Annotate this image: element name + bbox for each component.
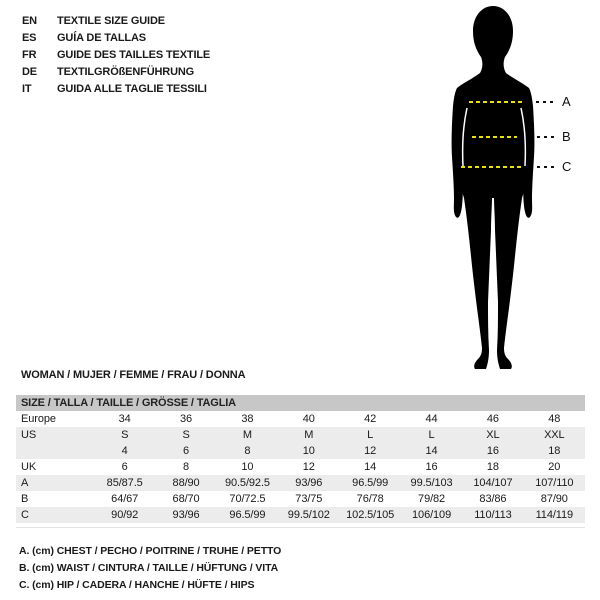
size-cell: 88/90 [172,477,200,489]
row-label: B [21,493,29,505]
size-cell: 8 [244,445,251,457]
size-cell: 40 [302,413,315,425]
size-cell: 36 [180,413,193,425]
size-cell: 114/119 [535,509,574,521]
size-cell: 46 [486,413,499,425]
size-cell: 12 [364,445,377,457]
size-cell: S [121,429,129,441]
row-label: UK [21,461,37,473]
size-cell: 99.5/102 [287,509,330,521]
table-row [16,475,585,491]
size-cell: 110/113 [474,509,512,521]
size-cell: 18 [486,461,499,473]
size-cell: M [304,429,314,441]
table-underline [16,527,585,528]
size-cell: 4 [121,445,128,457]
size-cell: 68/70 [172,493,200,505]
size-cell: 14 [425,445,438,457]
language-title: GUIDE DES TAILLES TEXTILE [57,49,211,61]
size-cell: 102.5/105 [346,509,395,521]
size-cell: 8 [183,461,190,473]
language-title: GUÍA DE TALLAS [57,32,146,44]
size-table-body [16,411,585,523]
size-cell: 90/92 [111,509,139,521]
language-code: ES [22,32,37,44]
row-label: C [21,509,29,521]
size-cell: 96.5/99 [229,509,266,521]
table-row [16,459,585,475]
measure-label-hip: C [562,159,572,174]
language-title: GUIDA ALLE TAGLIE TESSILI [57,83,207,95]
size-table [16,395,585,523]
size-cell: 34 [118,413,131,425]
size-table-header: SIZE / TALLA / TAILLE / GRÖSSE / TAGLIA [16,395,585,411]
table-row [16,427,585,443]
legend-item: C. (cm) HIP / CADERA / HANCHE / HÜFTE / HIPS [19,579,255,591]
size-cell: 10 [302,445,315,457]
size-cell: 16 [486,445,499,457]
size-cell: 12 [302,461,315,473]
woman-silhouette [452,6,535,369]
size-cell: 93/96 [295,477,323,489]
size-cell: L [428,429,435,441]
size-cell: 6 [121,461,128,473]
size-cell: 6 [183,445,190,457]
size-cell: 14 [364,461,377,473]
row-label: US [21,429,37,441]
size-cell: M [242,429,252,441]
size-cell: XL [486,429,500,441]
size-cell: S [182,429,190,441]
size-cell: 93/96 [172,509,200,521]
size-cell: 73/75 [295,493,323,505]
size-cell: 76/78 [356,493,384,505]
row-label: A [21,477,29,489]
measure-label-waist: B [562,129,571,144]
size-cell: L [367,429,374,441]
size-cell: 10 [241,461,254,473]
size-table-grid [16,411,585,523]
size-cell: 107/110 [535,477,574,489]
language-code: FR [22,49,37,61]
measure-label-chest: A [562,94,571,109]
size-cell: 96.5/99 [352,477,389,489]
language-title: TEXTILGRÖßENFÜHRUNG [57,66,195,78]
size-cell: 18 [548,445,561,457]
language-code: DE [22,66,37,78]
size-cell: 48 [548,413,561,425]
size-cell: 16 [425,461,438,473]
gender-heading: WOMAN / MUJER / FEMME / FRAU / DONNA [21,369,246,381]
table-row [16,491,585,507]
size-cell: 106/109 [412,509,452,521]
row-label: Europe [21,413,56,425]
legend-item: A. (cm) CHEST / PECHO / POITRINE / TRUHE / PETTO [19,545,282,557]
size-cell: 20 [548,461,561,473]
size-cell: XXL [544,429,565,441]
size-cell: 42 [364,413,377,425]
table-row [16,443,585,459]
size-cell: 83/86 [479,493,507,505]
language-title: TEXTILE SIZE GUIDE [57,15,165,27]
size-cell: 85/87.5 [106,477,143,489]
size-cell: 70/72.5 [229,493,266,505]
language-code: IT [22,83,32,95]
size-cell: 90.5/92.5 [224,477,270,489]
size-cell: 87/90 [540,493,568,505]
size-cell: 38 [241,413,254,425]
size-cell: 44 [425,413,438,425]
measurement-legend [19,543,281,594]
legend-item: B. (cm) WAIST / CINTURA / TAILLE / HÜFTUNG / VITA [19,562,279,574]
size-cell: 99.5/103 [410,477,453,489]
language-code: EN [22,15,37,27]
row-label [16,443,94,459]
table-row [16,411,585,427]
size-cell: 64/67 [111,493,139,505]
table-row [16,507,585,523]
size-cell: 104/107 [473,477,513,489]
size-cell: 79/82 [418,493,446,505]
